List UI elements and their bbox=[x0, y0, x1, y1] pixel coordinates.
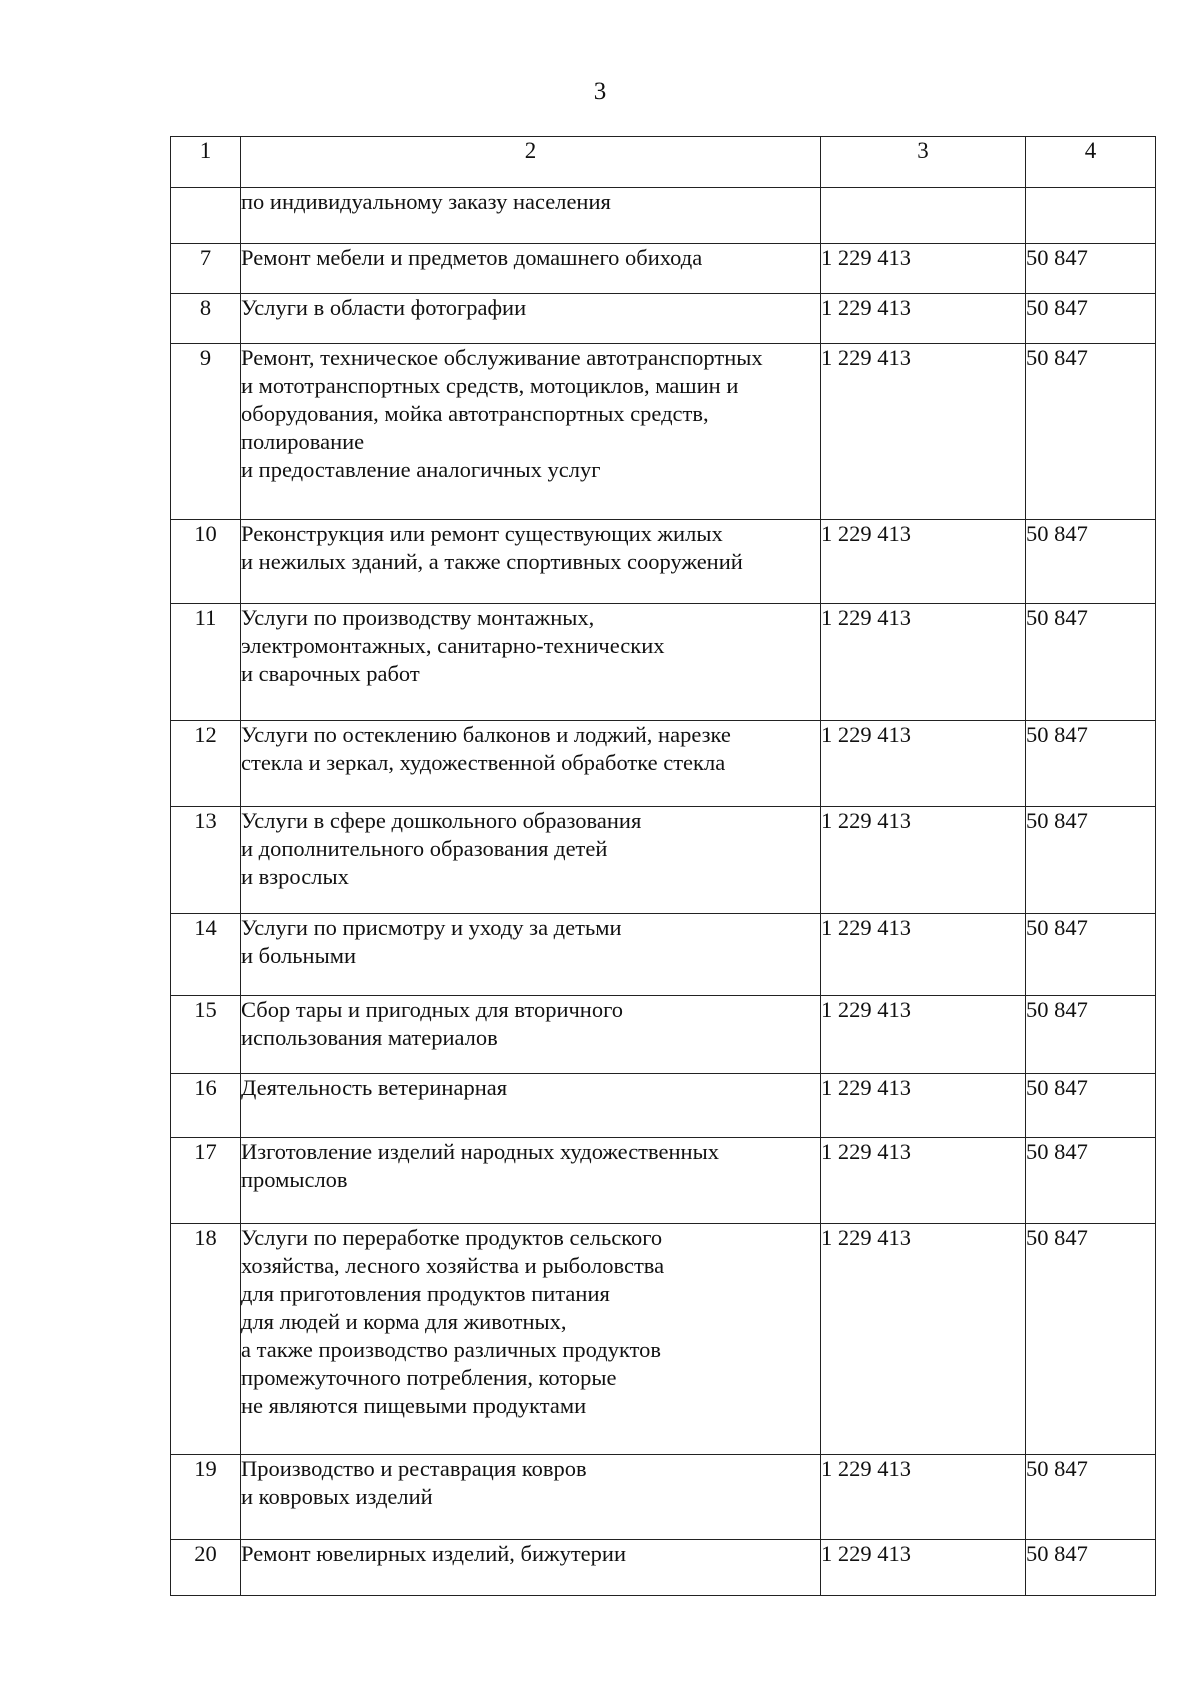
service-name-cell: Услуги по присмотру и уходу за детьми и больными bbox=[241, 914, 821, 996]
table-row bbox=[171, 244, 1156, 294]
row-number-cell: 12 bbox=[171, 721, 241, 807]
service-name-cell: Услуги по переработке продуктов сельского хозяйства, лесного хозяйства и рыболовства для приготовления продуктов питания для людей и корма для животных, а также производство различных продуктов промежуточного потребления, которые не являются пищевыми продуктами bbox=[241, 1224, 821, 1455]
value-cell-4: 50 847 bbox=[1026, 604, 1156, 721]
table-row bbox=[171, 996, 1156, 1074]
value-cell-3: 1 229 413 bbox=[821, 1074, 1026, 1138]
service-name-cell: Деятельность ветеринарная bbox=[241, 1074, 821, 1138]
row-number-cell: 18 bbox=[171, 1224, 241, 1455]
table-row bbox=[171, 914, 1156, 996]
value-cell-4: 50 847 bbox=[1026, 520, 1156, 604]
header-cell-1: 1 bbox=[171, 137, 241, 188]
row-number-cell: 10 bbox=[171, 520, 241, 604]
service-name-cell: Изготовление изделий народных художественных промыслов bbox=[241, 1138, 821, 1224]
row-number-cell: 16 bbox=[171, 1074, 241, 1138]
value-cell-4: 50 847 bbox=[1026, 1138, 1156, 1224]
table-row bbox=[171, 721, 1156, 807]
service-name-cell: Услуги по производству монтажных, электромонтажных, санитарно-технических и сварочных работ bbox=[241, 604, 821, 721]
row-number-cell bbox=[171, 188, 241, 244]
value-cell-3: 1 229 413 bbox=[821, 1540, 1026, 1596]
value-cell-4: 50 847 bbox=[1026, 344, 1156, 520]
service-name-cell: Ремонт мебели и предметов домашнего обихода bbox=[241, 244, 821, 294]
header-cell-3: 3 bbox=[821, 137, 1026, 188]
service-name-cell: Ремонт, техническое обслуживание автотранспортных и мототранспортных средств, мотоциклов, машин и оборудования, мойка автотранспортных средств, полирование и предоставление аналогичных услуг bbox=[241, 344, 821, 520]
header-cell-2: 2 bbox=[241, 137, 821, 188]
row-number-cell: 17 bbox=[171, 1138, 241, 1224]
value-cell-4: 50 847 bbox=[1026, 1224, 1156, 1455]
row-number-cell: 13 bbox=[171, 807, 241, 914]
row-number-cell: 19 bbox=[171, 1455, 241, 1540]
row-number-cell: 7 bbox=[171, 244, 241, 294]
value-cell-3: 1 229 413 bbox=[821, 294, 1026, 344]
row-number-cell: 8 bbox=[171, 294, 241, 344]
header-row bbox=[171, 137, 1156, 188]
value-cell-4: 50 847 bbox=[1026, 1455, 1156, 1540]
service-name-cell: Реконструкция или ремонт существующих жилых и нежилых зданий, а также спортивных сооружений bbox=[241, 520, 821, 604]
table-row bbox=[171, 1224, 1156, 1455]
table-row bbox=[171, 188, 1156, 244]
value-cell-4: 50 847 bbox=[1026, 1074, 1156, 1138]
value-cell-3: 1 229 413 bbox=[821, 244, 1026, 294]
row-number-cell: 20 bbox=[171, 1540, 241, 1596]
value-cell-3: 1 229 413 bbox=[821, 914, 1026, 996]
table-row bbox=[171, 807, 1156, 914]
value-cell-4: 50 847 bbox=[1026, 294, 1156, 344]
row-number-cell: 9 bbox=[171, 344, 241, 520]
value-cell-3 bbox=[821, 188, 1026, 244]
table-row bbox=[171, 1540, 1156, 1596]
service-name-cell: Ремонт ювелирных изделий, бижутерии bbox=[241, 1540, 821, 1596]
value-cell-3: 1 229 413 bbox=[821, 996, 1026, 1074]
value-cell-3: 1 229 413 bbox=[821, 604, 1026, 721]
table-row bbox=[171, 1074, 1156, 1138]
table-row bbox=[171, 1138, 1156, 1224]
value-cell-4 bbox=[1026, 188, 1156, 244]
value-cell-4: 50 847 bbox=[1026, 244, 1156, 294]
table-row bbox=[171, 604, 1156, 721]
value-cell-3: 1 229 413 bbox=[821, 344, 1026, 520]
value-cell-4: 50 847 bbox=[1026, 1540, 1156, 1596]
value-cell-3: 1 229 413 bbox=[821, 520, 1026, 604]
tariff-table bbox=[170, 136, 1156, 1596]
table-row bbox=[171, 1455, 1156, 1540]
value-cell-3: 1 229 413 bbox=[821, 721, 1026, 807]
header-cell-4: 4 bbox=[1026, 137, 1156, 188]
row-number-cell: 11 bbox=[171, 604, 241, 721]
table-row bbox=[171, 520, 1156, 604]
value-cell-4: 50 847 bbox=[1026, 807, 1156, 914]
table-row bbox=[171, 344, 1156, 520]
value-cell-4: 50 847 bbox=[1026, 914, 1156, 996]
service-name-cell: Услуги в сфере дошкольного образования и дополнительного образования детей и взрослых bbox=[241, 807, 821, 914]
table-row bbox=[171, 294, 1156, 344]
value-cell-3: 1 229 413 bbox=[821, 1138, 1026, 1224]
value-cell-3: 1 229 413 bbox=[821, 1224, 1026, 1455]
value-cell-3: 1 229 413 bbox=[821, 1455, 1026, 1540]
value-cell-4: 50 847 bbox=[1026, 721, 1156, 807]
value-cell-3: 1 229 413 bbox=[821, 807, 1026, 914]
page-number: 3 bbox=[593, 78, 607, 105]
service-name-cell: Услуги по остеклению балконов и лоджий, нарезке стекла и зеркал, художественной обработке стекла bbox=[241, 721, 821, 807]
row-number-cell: 15 bbox=[171, 996, 241, 1074]
row-number-cell: 14 bbox=[171, 914, 241, 996]
service-name-cell: по индивидуальному заказу населения bbox=[241, 188, 821, 244]
service-name-cell: Сбор тары и пригодных для вторичного использования материалов bbox=[241, 996, 821, 1074]
value-cell-4: 50 847 bbox=[1026, 996, 1156, 1074]
service-name-cell: Производство и реставрация ковров и ковровых изделий bbox=[241, 1455, 821, 1540]
service-name-cell: Услуги в области фотографии bbox=[241, 294, 821, 344]
